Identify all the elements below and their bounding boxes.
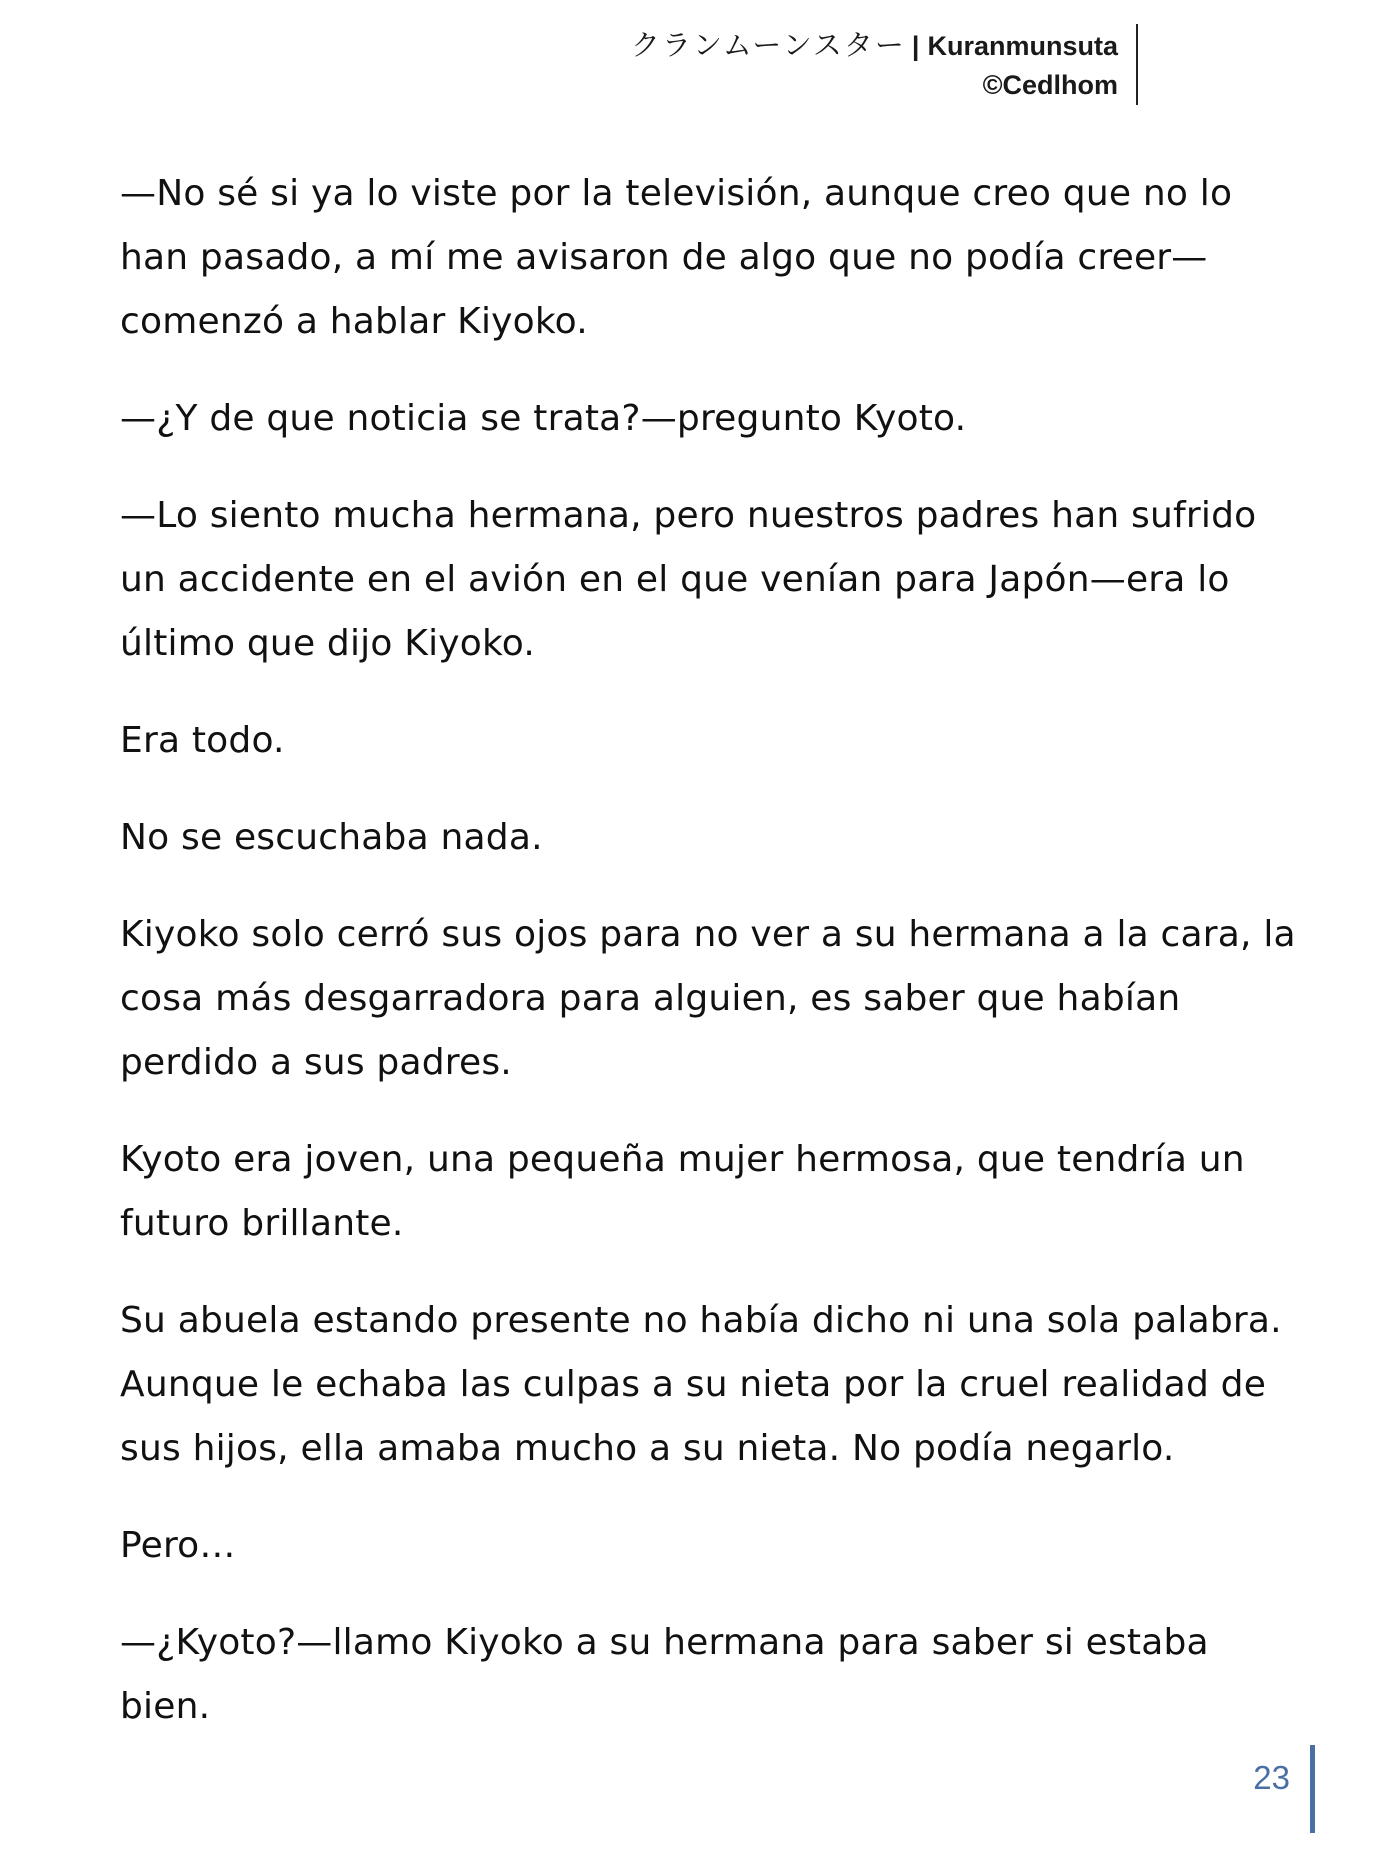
paragraph: Kyoto era joven, una pequeña mujer hermosa, que tendría un futuro brillante. <box>120 1139 1245 1244</box>
header-copyright: ©Cedlhom <box>982 70 1118 101</box>
paragraph: Pero… <box>120 1525 236 1566</box>
page-number: 23 <box>1253 1759 1290 1796</box>
paragraph: Kiyoko solo cerró sus ojos para no ver a su hermana a la cara, la cosa más desgarradora para alguien, es saber que habían perdido a sus padres. <box>120 914 1296 1083</box>
paragraph: Era todo. <box>120 720 285 761</box>
paragraph: —Lo siento mucha hermana, pero nuestros padres han sufrido un accidente en el avión en el que venían para Japón—era lo último que dijo Kiyoko. <box>120 495 1257 664</box>
paragraph: —¿Kyoto?—llamo Kiyoko a su hermana para saber si estaba bien. <box>120 1622 1209 1727</box>
page-header <box>631 24 1138 105</box>
paragraph: —No sé si ya lo viste por la televisión, aunque creo que no lo han pasado, a mí me avisaron de algo que no podía creer—comenzó a hablar Kiyoko. <box>120 173 1233 342</box>
paragraph: No se escuchaba nada. <box>120 817 543 858</box>
paragraph: —¿Y de que noticia se trata?—pregunto Kyoto. <box>120 398 967 439</box>
page-footer <box>1253 1745 1315 1833</box>
header-romaji-title: Kuranmunsuta <box>927 31 1118 61</box>
paragraph: Su abuela estando presente no había dicho ni una sola palabra. Aunque le echaba las culpas a su nieta por la cruel realidad de sus hijos, ella amaba mucho a su nieta. No podía negarlo. <box>120 1300 1282 1469</box>
header-title-line <box>631 24 1118 66</box>
header-separator: | <box>911 31 920 61</box>
header-japanese-title: クランムーンスター <box>630 28 906 62</box>
page-body <box>120 162 1310 1772</box>
